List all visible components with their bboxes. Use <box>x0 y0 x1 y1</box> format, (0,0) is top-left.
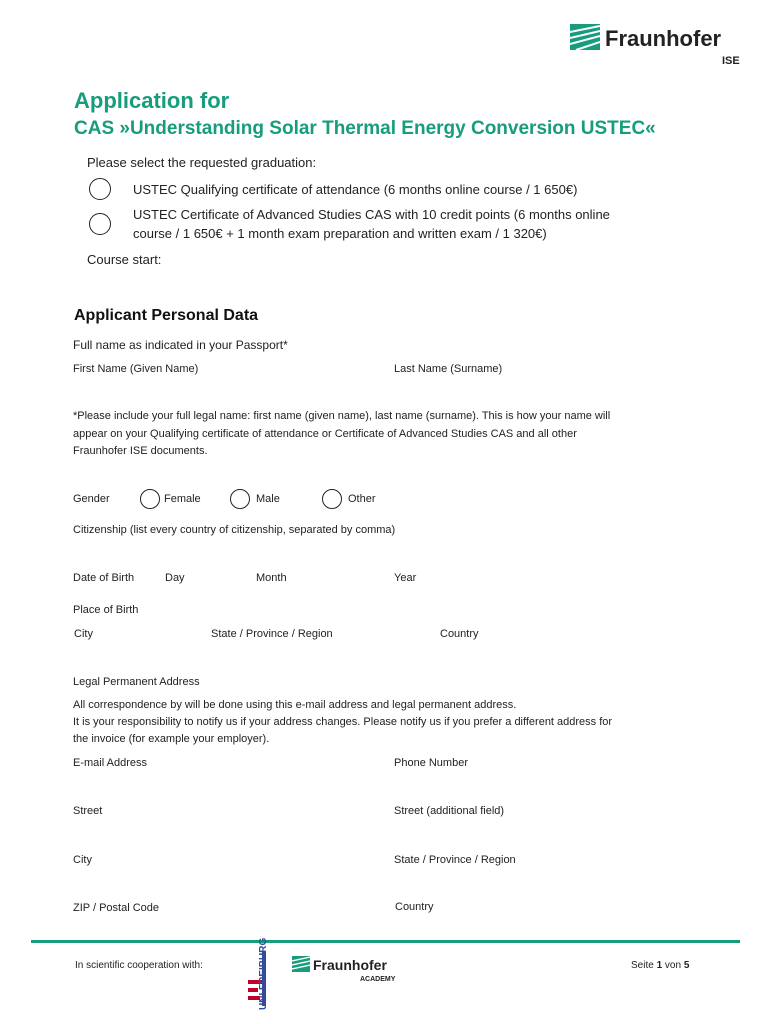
radio-qualifying-certificate[interactable] <box>89 178 111 200</box>
street-label: Street <box>73 805 103 817</box>
personal-data-heading: Applicant Personal Data <box>74 307 259 324</box>
address-heading: Legal Permanent Address <box>73 676 200 688</box>
title-line1: Application for <box>74 88 230 113</box>
last-name-label: Last Name (Surname) <box>394 363 503 375</box>
dob-label: Date of Birth <box>73 572 135 584</box>
dob-day-label: Day <box>165 572 185 584</box>
page-indicator <box>631 960 689 971</box>
radio-gender-other[interactable] <box>322 489 342 509</box>
city-label: City <box>73 854 92 866</box>
title-line2: CAS »Understanding Solar Thermal Energy Conversion USTEC« <box>74 118 656 139</box>
email-label: E-mail Address <box>73 757 147 769</box>
academy-logo-icon <box>292 956 310 972</box>
footer-divider <box>31 940 740 943</box>
academy-sub: ACADEMY <box>360 976 396 983</box>
name-note-line2: appear on your Qualifying certificate of attendance or Certificate of Advanced Studies CAS and all other <box>73 428 577 440</box>
option2-label-line2: course / 1 650€ + 1 month exam preparation and written exam / 1 320€) <box>133 226 547 241</box>
uni-freiburg-text: UNI FREIBURG <box>258 937 269 1010</box>
logo-sub: ISE <box>722 55 740 67</box>
name-note-line1: *Please include your full legal name: first name (given name), last name (surname). This is how your name will <box>73 410 611 422</box>
street2-label: Street (additional field) <box>394 805 505 817</box>
pob-state-label: State / Province / Region <box>211 628 333 640</box>
other-label: Other <box>348 493 376 505</box>
uni-freiburg-logo <box>248 937 284 1010</box>
full-name-label: Full name as indicated in your Passport* <box>73 338 288 352</box>
country-label: Country <box>395 901 434 913</box>
page-total: 5 <box>683 960 690 971</box>
phone-label: Phone Number <box>394 757 468 769</box>
course-start-label: Course start: <box>87 252 162 267</box>
option1-label: USTEC Qualifying certificate of attendance (6 months online course / 1 650€) <box>133 182 578 197</box>
female-label: Female <box>164 493 201 505</box>
dob-year-label: Year <box>394 572 417 584</box>
pob-city-label: City <box>74 628 93 640</box>
first-name-label: First Name (Given Name) <box>73 363 199 375</box>
page-prefix: Seite <box>631 960 654 971</box>
graduation-prompt: Please select the requested graduation: <box>87 155 317 170</box>
cooperation-label: In scientific cooperation with: <box>75 960 203 971</box>
state-label: State / Province / Region <box>394 854 516 866</box>
name-note-line3: Fraunhofer ISE documents. <box>73 445 208 457</box>
radio-gender-male[interactable] <box>230 489 250 509</box>
fraunhofer-academy-logo <box>292 956 412 988</box>
gender-label: Gender <box>73 493 110 505</box>
male-label: Male <box>256 493 280 505</box>
dob-month-label: Month <box>256 572 287 584</box>
page-mid: von <box>664 960 682 971</box>
citizenship-label: Citizenship (list every country of citizenship, separated by comma) <box>73 524 396 536</box>
logo-name: Fraunhofer <box>605 26 722 51</box>
pob-country-label: Country <box>440 628 479 640</box>
address-info-line2: It is your responsibility to notify us if your address changes. Please notify us if you prefer a different address for <box>73 716 613 728</box>
page-number: 1 <box>656 960 663 971</box>
fraunhofer-logo-icon <box>570 24 600 50</box>
academy-name: Fraunhofer <box>313 957 387 973</box>
address-info-line1: All correspondence by will be done using this e-mail address and legal permanent address. <box>73 699 517 711</box>
pob-label: Place of Birth <box>73 604 139 616</box>
zip-label: ZIP / Postal Code <box>73 902 160 914</box>
radio-gender-female[interactable] <box>140 489 160 509</box>
address-info-line3: the invoice (for example your employer). <box>73 733 270 745</box>
fraunhofer-logo <box>570 24 750 70</box>
option2-label-line1: USTEC Certificate of Advanced Studies CAS with 10 credit points (6 months online <box>133 207 610 222</box>
radio-cas-certificate[interactable] <box>89 213 111 235</box>
